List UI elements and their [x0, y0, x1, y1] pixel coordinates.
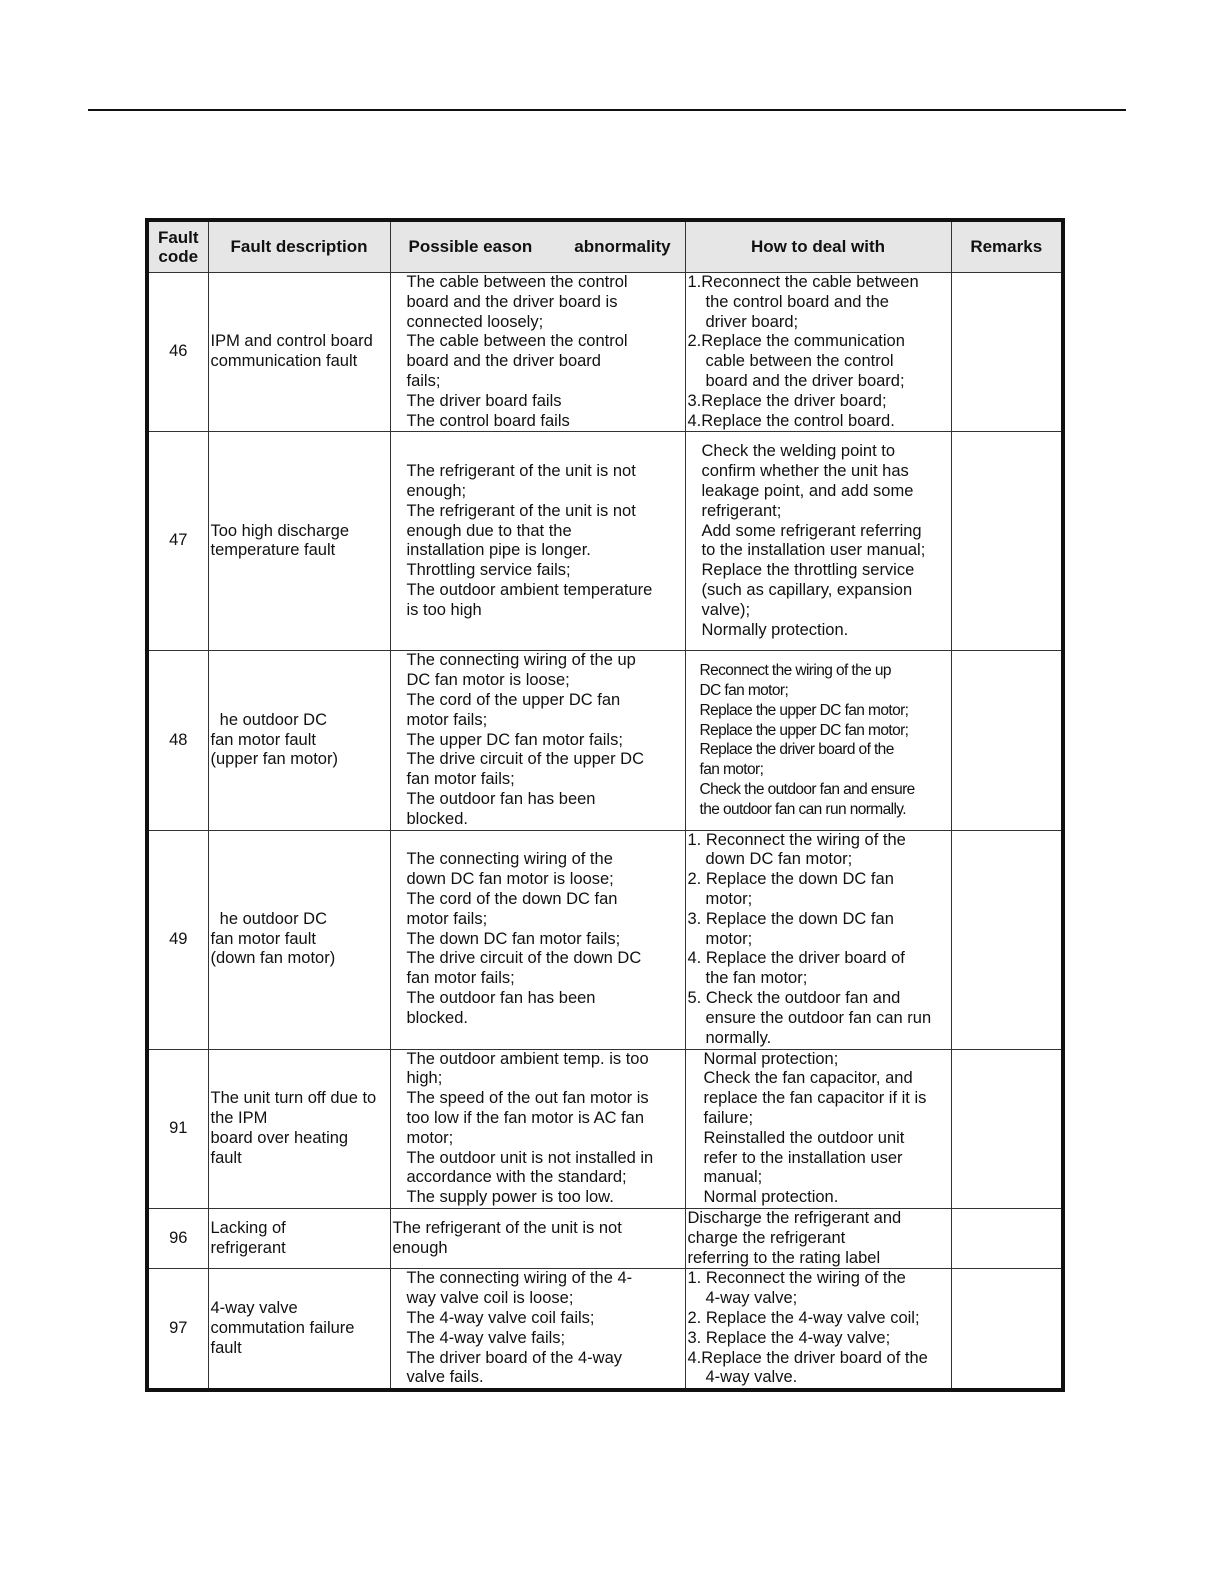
- fault-description: IPM and control board communication fault: [208, 273, 390, 432]
- header-possible-reason: Possible eason abnormality: [390, 220, 685, 273]
- possible-reason: The refrigerant of the unit is not enough; The refrigerant of the unit is not enough due to that the installation pipe is longer. Throttling service fails; The outdoor ambient temperature is too high: [390, 432, 685, 651]
- fault-description: he outdoor DC fan motor fault (upper fan motor): [208, 651, 390, 830]
- possible-reason: The connecting wiring of the down DC fan motor is loose; The cord of the down DC fan motor fails; The down DC fan motor fails; The drive circuit of the down DC fan motor fails; The outdoor fan has been blocked.: [390, 830, 685, 1049]
- remarks-cell: [951, 1049, 1063, 1208]
- remarks-cell: [951, 432, 1063, 651]
- header-fault-code: Fault code: [147, 220, 208, 273]
- how-to-deal: 1.Reconnect the cable between the control board and the driver board; 2.Replace the communication cable between the control board and the driver board; 3.Replace the driver board; 4.Replace the control board.: [685, 273, 951, 432]
- remarks-cell: [951, 273, 1063, 432]
- table-row: [147, 273, 1063, 432]
- table-row: [147, 830, 1063, 1049]
- fault-code: 97: [147, 1269, 208, 1390]
- fault-code: 47: [147, 432, 208, 651]
- how-to-deal: Reconnect the wiring of the up DC fan motor; Replace the upper DC fan motor; Replace the upper DC fan motor; Replace the driver board of the fan motor; Check the outdoor fan and ensure the outdoor fan can run normally.: [685, 651, 951, 830]
- table-row: [147, 1269, 1063, 1390]
- table-row: [147, 432, 1063, 651]
- remarks-cell: [951, 651, 1063, 830]
- remarks-cell: [951, 1208, 1063, 1268]
- header-fault-description: Fault description: [208, 220, 390, 273]
- fault-description: Lacking of refrigerant: [208, 1208, 390, 1268]
- fault-code: 91: [147, 1049, 208, 1208]
- table-row: [147, 1049, 1063, 1208]
- fault-code: 46: [147, 273, 208, 432]
- possible-reason: The connecting wiring of the up DC fan motor is loose; The cord of the upper DC fan motor fails; The upper DC fan motor fails; The drive circuit of the upper DC fan motor fails; The outdoor fan has been blocked.: [390, 651, 685, 830]
- possible-reason: The cable between the control board and the driver board is connected loosely; The cable between the control board and the driver board fails; The driver board fails The control board fails: [390, 273, 685, 432]
- table-row: [147, 1208, 1063, 1268]
- possible-reason: The connecting wiring of the 4- way valve coil is loose; The 4-way valve coil fails; The 4-way valve fails; The driver board of the 4-way valve fails.: [390, 1269, 685, 1390]
- remarks-cell: [951, 1269, 1063, 1390]
- how-to-deal: Check the welding point to confirm whether the unit has leakage point, and add some refrigerant; Add some refrigerant referring to the installation user manual; Replace the throttling service (such as capillary, expansion valve); Normally protection.: [685, 432, 951, 651]
- how-to-deal: 1. Reconnect the wiring of the down DC fan motor; 2. Replace the down DC fan motor; 3. Replace the down DC fan motor; 4. Replace the driver board of the fan motor; 5. Check the outdoor fan and ensure the outdoor fan can run normally.: [685, 830, 951, 1049]
- how-to-deal: 1. Reconnect the wiring of the 4-way valve; 2. Replace the 4-way valve coil; 3. Replace the 4-way valve; 4.Replace the driver board of the 4-way valve.: [685, 1269, 951, 1390]
- table-row: [147, 651, 1063, 830]
- remarks-cell: [951, 830, 1063, 1049]
- fault-description: The unit turn off due to the IPM board over heating fault: [208, 1049, 390, 1208]
- header-how-to-deal: How to deal with: [685, 220, 951, 273]
- fault-code-table: [145, 218, 1065, 1392]
- fault-code: 48: [147, 651, 208, 830]
- table-header-row: [147, 220, 1063, 273]
- fault-code: 96: [147, 1208, 208, 1268]
- possible-reason: The refrigerant of the unit is not enough: [390, 1208, 685, 1268]
- possible-reason: The outdoor ambient temp. is too high; The speed of the out fan motor is too low if the fan motor is AC fan motor; The outdoor unit is not installed in accordance with the standard; The supply power is too low.: [390, 1049, 685, 1208]
- fault-description: he outdoor DC fan motor fault (down fan motor): [208, 830, 390, 1049]
- how-to-deal: Normal protection; Check the fan capacitor, and replace the fan capacitor if it is failure; Reinstalled the outdoor unit refer to the installation user manual; Normal protection.: [685, 1049, 951, 1208]
- top-rule: [88, 109, 1126, 111]
- how-to-deal: Discharge the refrigerant and charge the refrigerant referring to the rating label: [685, 1208, 951, 1268]
- header-remarks: Remarks: [951, 220, 1063, 273]
- fault-code: 49: [147, 830, 208, 1049]
- fault-description: 4-way valve commutation failure fault: [208, 1269, 390, 1390]
- fault-description: Too high discharge temperature fault: [208, 432, 390, 651]
